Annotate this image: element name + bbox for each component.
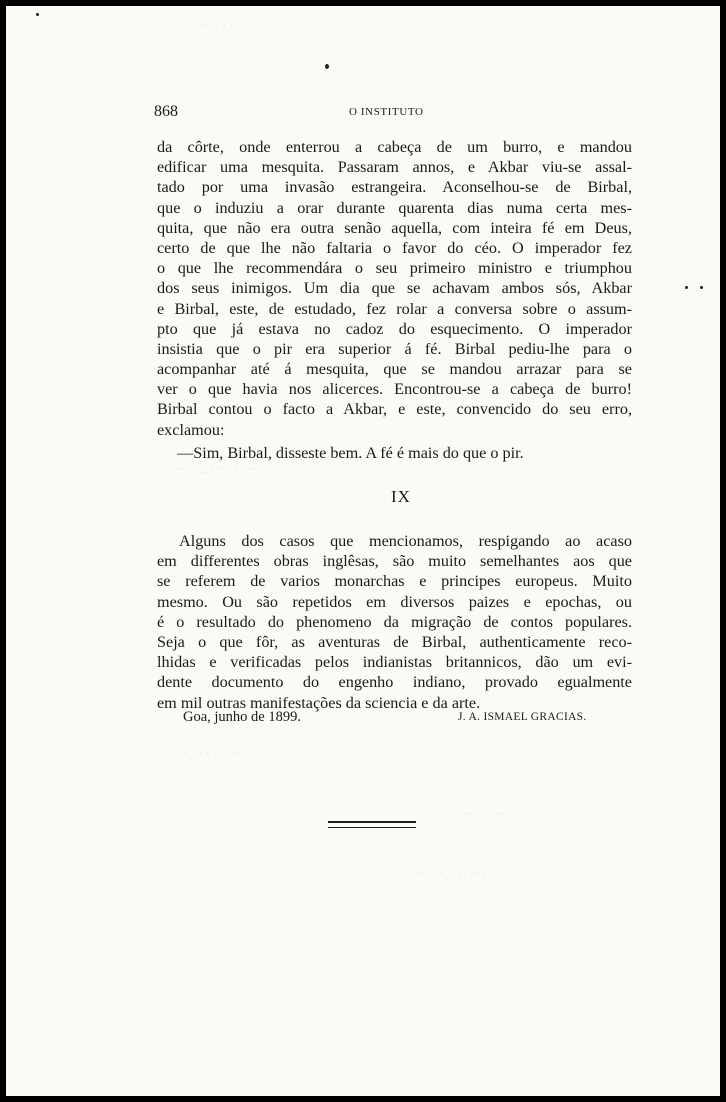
text-line: dos seus inimigos. Um dia que se achavam ambos sós, Akbar (157, 279, 632, 298)
text-line: mesmo. Ou são repetidos em diversos paizes e epochas, ou (157, 592, 632, 611)
text-line: se referem de varios monarchas e principes europeus. Muito (157, 572, 632, 591)
page-header (154, 103, 614, 125)
dialogue-quote: —Sim, Birbal, disseste bem. A fé é mais do que o pir. (177, 443, 524, 462)
place-date: Goa, junho de 1899. (183, 709, 301, 725)
text-line: tado por uma invasão estrangeira. Aconselhou-se de Birbal, (157, 178, 632, 197)
show-through-text: ··· · ·. · ·· ·· · (416, 866, 487, 881)
text-line: e Birbal, este, de estudado, fez rolar a conversa sobre o assum- (157, 299, 632, 318)
text-line: ver o que havia nos alicerces. Encontrou-se a cabeça de burro! (157, 380, 632, 399)
text-line: da côrte, onde enterrou a cabeça de um burro, e mandou (157, 138, 632, 156)
show-through-text: .·· ·. · · (196, 18, 234, 33)
text-line: pto que já estava no cadoz do esquecimento. O imperador (157, 319, 632, 338)
text-line: edificar uma mesquita. Passaram annos, e Akbar viu-se assal- (157, 158, 632, 177)
text-line: Birbal contou o facto a Akbar, e este, convencido do seu erro, (157, 400, 632, 419)
text-line: dente documento do engenho indiano, provado egualmente (157, 673, 632, 692)
section-heading: IX (391, 487, 411, 506)
author-name: J. A. ISMAEL GRACIAS. (458, 711, 587, 723)
body-text (157, 137, 632, 464)
text-line: Alguns dos casos que mencionamos, respigando ao acaso (179, 532, 632, 550)
ink-speck (685, 286, 688, 289)
rule-thick (328, 821, 416, 823)
signature-line (183, 709, 623, 729)
text-line: exclamou: (157, 420, 225, 439)
running-head: O INSTITUTO (349, 106, 424, 118)
text-line: é o resultado do phenomeno da migração de contos populares. (157, 612, 632, 631)
show-through-text: · ·· ·· · ·· · (456, 806, 512, 821)
text-line: em differentes obras inglêsas, são muito semelhantes aos que (157, 552, 632, 571)
text-line: lhidas e verificadas pelos indianistas britannicos, dão um evi- (157, 653, 632, 672)
rule-thin (328, 827, 416, 828)
text-line: que o induziu a orar durante quarenta dias numa certa mes- (157, 198, 632, 217)
show-through-text: ·· ·. ·· · · · ··· · ·· (171, 746, 261, 761)
ink-speck (36, 13, 39, 16)
ink-speck (700, 286, 703, 289)
show-through-text: ·· · ·.. · ··· · · ·· · (176, 461, 265, 476)
book-page (6, 6, 720, 1096)
text-line: Seja o que fôr, as aventuras de Birbal, authenticamente reco- (157, 632, 632, 651)
end-rule (328, 821, 416, 828)
ink-speck (325, 64, 329, 69)
text-line: quita, que não era outra senão aquella, com inteira fé em Deus, (157, 218, 632, 237)
text-line: o que lhe recommendára o seu primeiro ministro e triumphou (157, 259, 632, 278)
page-number: 868 (154, 103, 178, 120)
text-line: em mil outras manifestações da sciencia e da arte. (157, 693, 481, 712)
section-text (157, 531, 632, 713)
text-line: certo de que lhe não faltaria o favor do céo. O imperador fez (157, 238, 632, 257)
text-line: acompanhar até á mesquita, que se mandou arrazar para se (157, 360, 632, 379)
text-line: insistia que o pir era superior á fé. Birbal pediu-lhe para o (157, 339, 632, 358)
